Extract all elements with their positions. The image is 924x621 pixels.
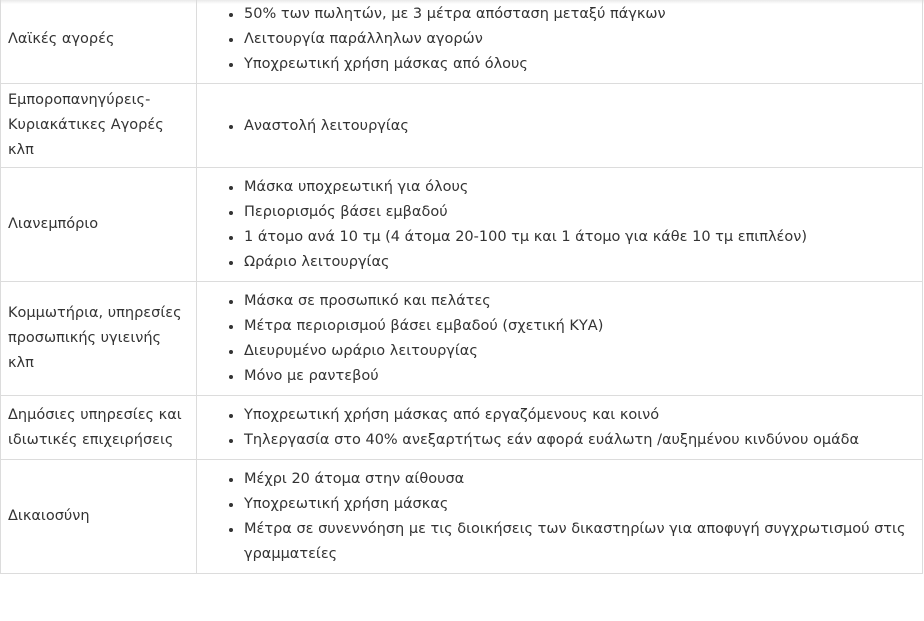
items-cell (197, 168, 923, 282)
category-cell: Δικαιοσύνη (1, 460, 197, 574)
list-item: • Διευρυμένο ωράριο λειτουργίας (243, 339, 912, 364)
list-item: • Περιορισμός βάσει εμβαδού (243, 200, 912, 225)
list-item: • Μόνο με ραντεβού (243, 364, 912, 389)
table-row (1, 282, 923, 396)
table-row (1, 84, 923, 168)
category-cell: Λαϊκές αγορές (1, 0, 197, 84)
measures-list (207, 403, 912, 453)
table-row (1, 168, 923, 282)
items-cell (197, 282, 923, 396)
category-cell: Κομμωτήρια, υπηρεσίες προσωπικής υγιεινής κλπ (1, 282, 197, 396)
list-item: • Μέτρα σε συνεννόηση με τις διοικήσεις των δικαστηρίων για αποφυγή συγχρωτισμού στις γραμματείες (243, 517, 912, 567)
list-item: • Λειτουργία παράλληλων αγορών (243, 27, 912, 52)
items-cell (197, 396, 923, 460)
list-item: • Μάσκα υποχρεωτική για όλους (243, 175, 912, 200)
table-row (1, 396, 923, 460)
list-item: • Μέτρα περιορισμού βάσει εμβαδού (σχετική ΚΥΑ) (243, 314, 912, 339)
category-cell: Δημόσιες υπηρεσίες και ιδιωτικές επιχειρήσεις (1, 396, 197, 460)
measures-list (207, 114, 912, 139)
list-item: • Υποχρεωτική χρήση μάσκας από εργαζόμενους και κοινό (243, 403, 912, 428)
list-item: • Μάσκα σε προσωπικό και πελάτες (243, 289, 912, 314)
category-cell: Εμποροπανηγύρεις-Κυριακάτικες Αγορές κλπ (1, 84, 197, 168)
table-row (1, 460, 923, 574)
list-item: • 1 άτομο ανά 10 τμ (4 άτομα 20-100 τμ και 1 άτομο για κάθε 10 τμ επιπλέον) (243, 225, 912, 250)
list-item: • Τηλεργασία στο 40% ανεξαρτήτως εάν αφορά ευάλωτη /αυξημένου κινδύνου ομάδα (243, 428, 912, 453)
list-item: • Υποχρεωτική χρήση μάσκας (243, 492, 912, 517)
list-item: • Μέχρι 20 άτομα στην αίθουσα (243, 467, 912, 492)
measures-list (207, 467, 912, 567)
items-cell (197, 0, 923, 84)
measures-list (207, 175, 912, 275)
list-item: • 50% των πωλητών, με 3 μέτρα απόσταση μεταξύ πάγκων (243, 2, 912, 27)
table-row (1, 0, 923, 84)
items-cell (197, 460, 923, 574)
measures-list (207, 289, 912, 389)
list-item: • Ωράριο λειτουργίας (243, 250, 912, 275)
measures-list (207, 2, 912, 77)
list-item: • Αναστολή λειτουργίας (243, 114, 912, 139)
category-cell: Λιανεμπόριο (1, 168, 197, 282)
items-cell (197, 84, 923, 168)
list-item: • Υποχρεωτική χρήση μάσκας από όλους (243, 52, 912, 77)
